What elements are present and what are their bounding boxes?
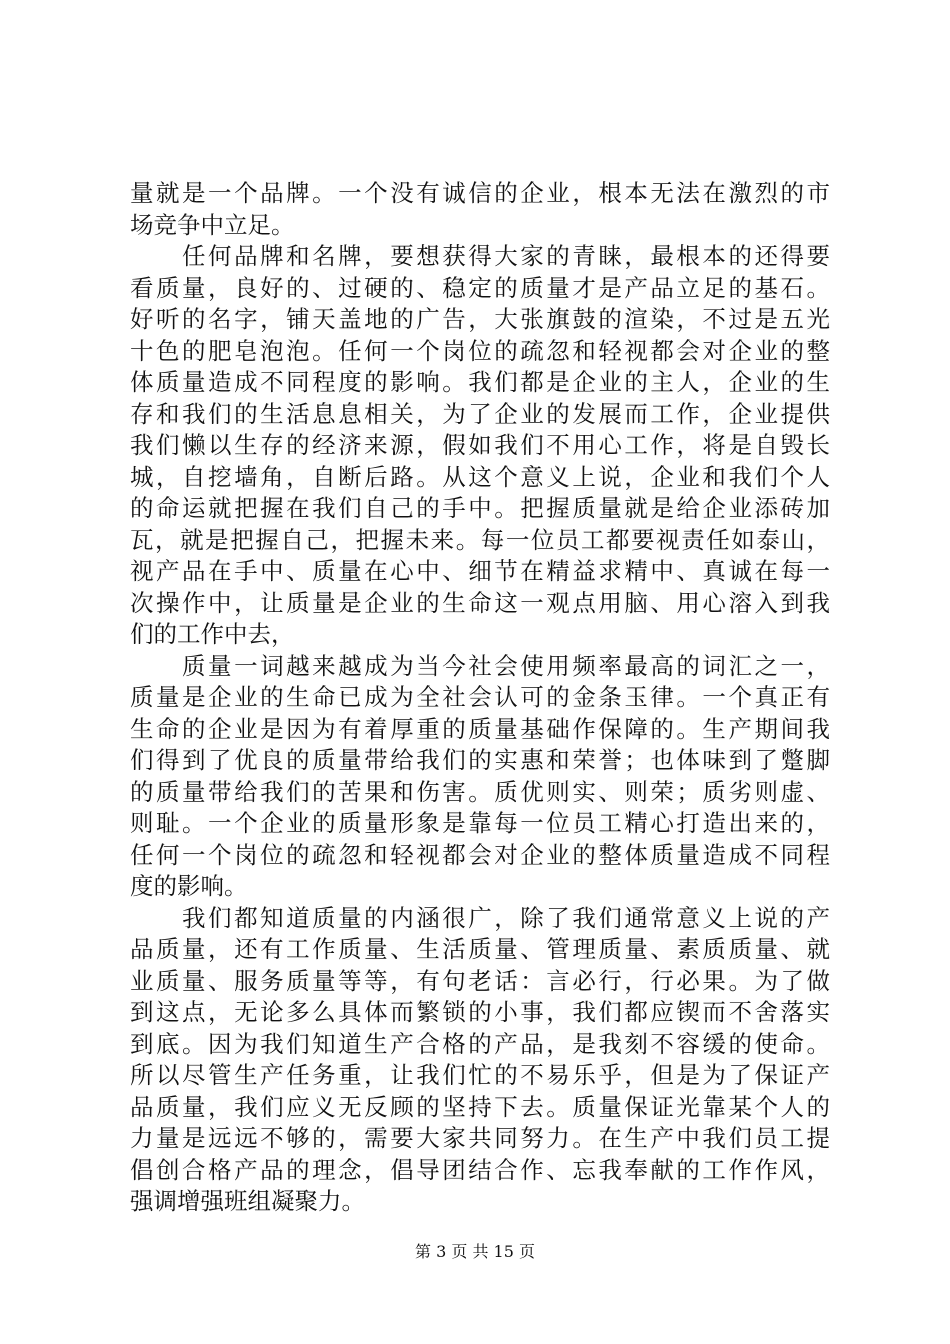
text-line: 的命运就把握在我们自己的手中。把握质量就是给企业添砖加 <box>130 494 830 522</box>
text-line: 好听的名字，铺天盖地的广告，大张旗鼓的渲染，不过是五光 <box>130 305 830 333</box>
text-line: 业质量、服务质量等等，有句老话：言必行，行必果。为了做 <box>130 966 830 995</box>
text-line: 存和我们的生活息息相关，为了企业的发展而工作，企业提供 <box>130 399 830 428</box>
text-line: 品质量，还有工作质量、生活质量、管理质量、素质质量、就 <box>130 935 830 963</box>
text-line: 度的影响。 <box>130 872 248 900</box>
text-line: 质量是企业的生命已成为全社会认可的金条玉律。一个真正有 <box>130 683 830 711</box>
text-line: 城，自挖墙角，自断后路。从这个意义上说，企业和我们个人 <box>130 462 830 491</box>
text-line: 任何品牌和名牌，要想获得大家的青睐，最根本的还得要 <box>130 242 830 270</box>
text-line: 看质量，良好的、过硬的、稳定的质量才是产品立足的基石。 <box>130 273 830 302</box>
text-line: 品质量，我们应义无反顾的坚持下去。质量保证光靠某个人的 <box>130 1092 830 1121</box>
text-line: 体质量造成不同程度的影响。我们都是企业的主人，企业的生 <box>130 368 830 396</box>
text-line: 则耻。一个企业的质量形象是靠每一位员工精心打造出来的， <box>130 809 830 837</box>
text-line: 们得到了优良的质量带给我们的实惠和荣誉；也体味到了蹩脚 <box>130 746 830 774</box>
text-line: 到这点，无论多么具体而繁锁的小事，我们都应锲而不舍落实 <box>130 998 830 1026</box>
text-line: 强调增强班组凝聚力。 <box>130 1187 365 1215</box>
text-line: 任何一个岗位的疏忽和轻视都会对企业的整体质量造成不同程 <box>130 840 830 869</box>
text-line: 倡创合格产品的理念，倡导团结合作、忘我奉献的工作作风， <box>130 1155 830 1184</box>
text-line: 质量一词越来越成为当今社会使用频率最高的词汇之一， <box>130 651 830 680</box>
text-line: 力量是远远不够的，需要大家共同努力。在生产中我们员工提 <box>130 1124 830 1152</box>
text-line: 十色的肥皂泡泡。任何一个岗位的疏忽和轻视都会对企业的整 <box>130 336 830 365</box>
text-line: 次操作中，让质量是企业的生命这一观点用脑、用心溶入到我 <box>130 588 830 617</box>
text-line: 生命的企业是因为有着厚重的质量基础作保障的。生产期间我 <box>130 714 830 743</box>
text-line: 瓦，就是把握自己，把握未来。每一位员工都要视责任如泰山， <box>130 525 830 554</box>
text-line: 视产品在手中、质量在心中、细节在精益求精中、真诚在每一 <box>130 557 830 585</box>
text-line: 量就是一个品牌。一个没有诚信的企业，根本无法在激烈的市 <box>130 179 830 207</box>
text-line: 我们懒以生存的经济来源，假如我们不用心工作，将是自毁长 <box>130 431 830 459</box>
text-line: 所以尽管生产任务重，让我们忙的不易乐乎，但是为了保证产 <box>130 1061 830 1089</box>
text-line: 到底。因为我们知道生产合格的产品，是我刻不容缓的使命。 <box>130 1029 830 1058</box>
text-line: 的质量带给我们的苦果和伤害。质优则实、则荣；质劣则虚、 <box>130 777 830 806</box>
text-line: 我们都知道质量的内涵很广，除了我们通常意义上说的产 <box>130 903 830 932</box>
text-line: 们的工作中去， <box>130 620 295 648</box>
text-line: 场竞争中立足。 <box>130 210 295 239</box>
page-footer: 第 3 页 共 15 页 <box>415 1242 535 1261</box>
